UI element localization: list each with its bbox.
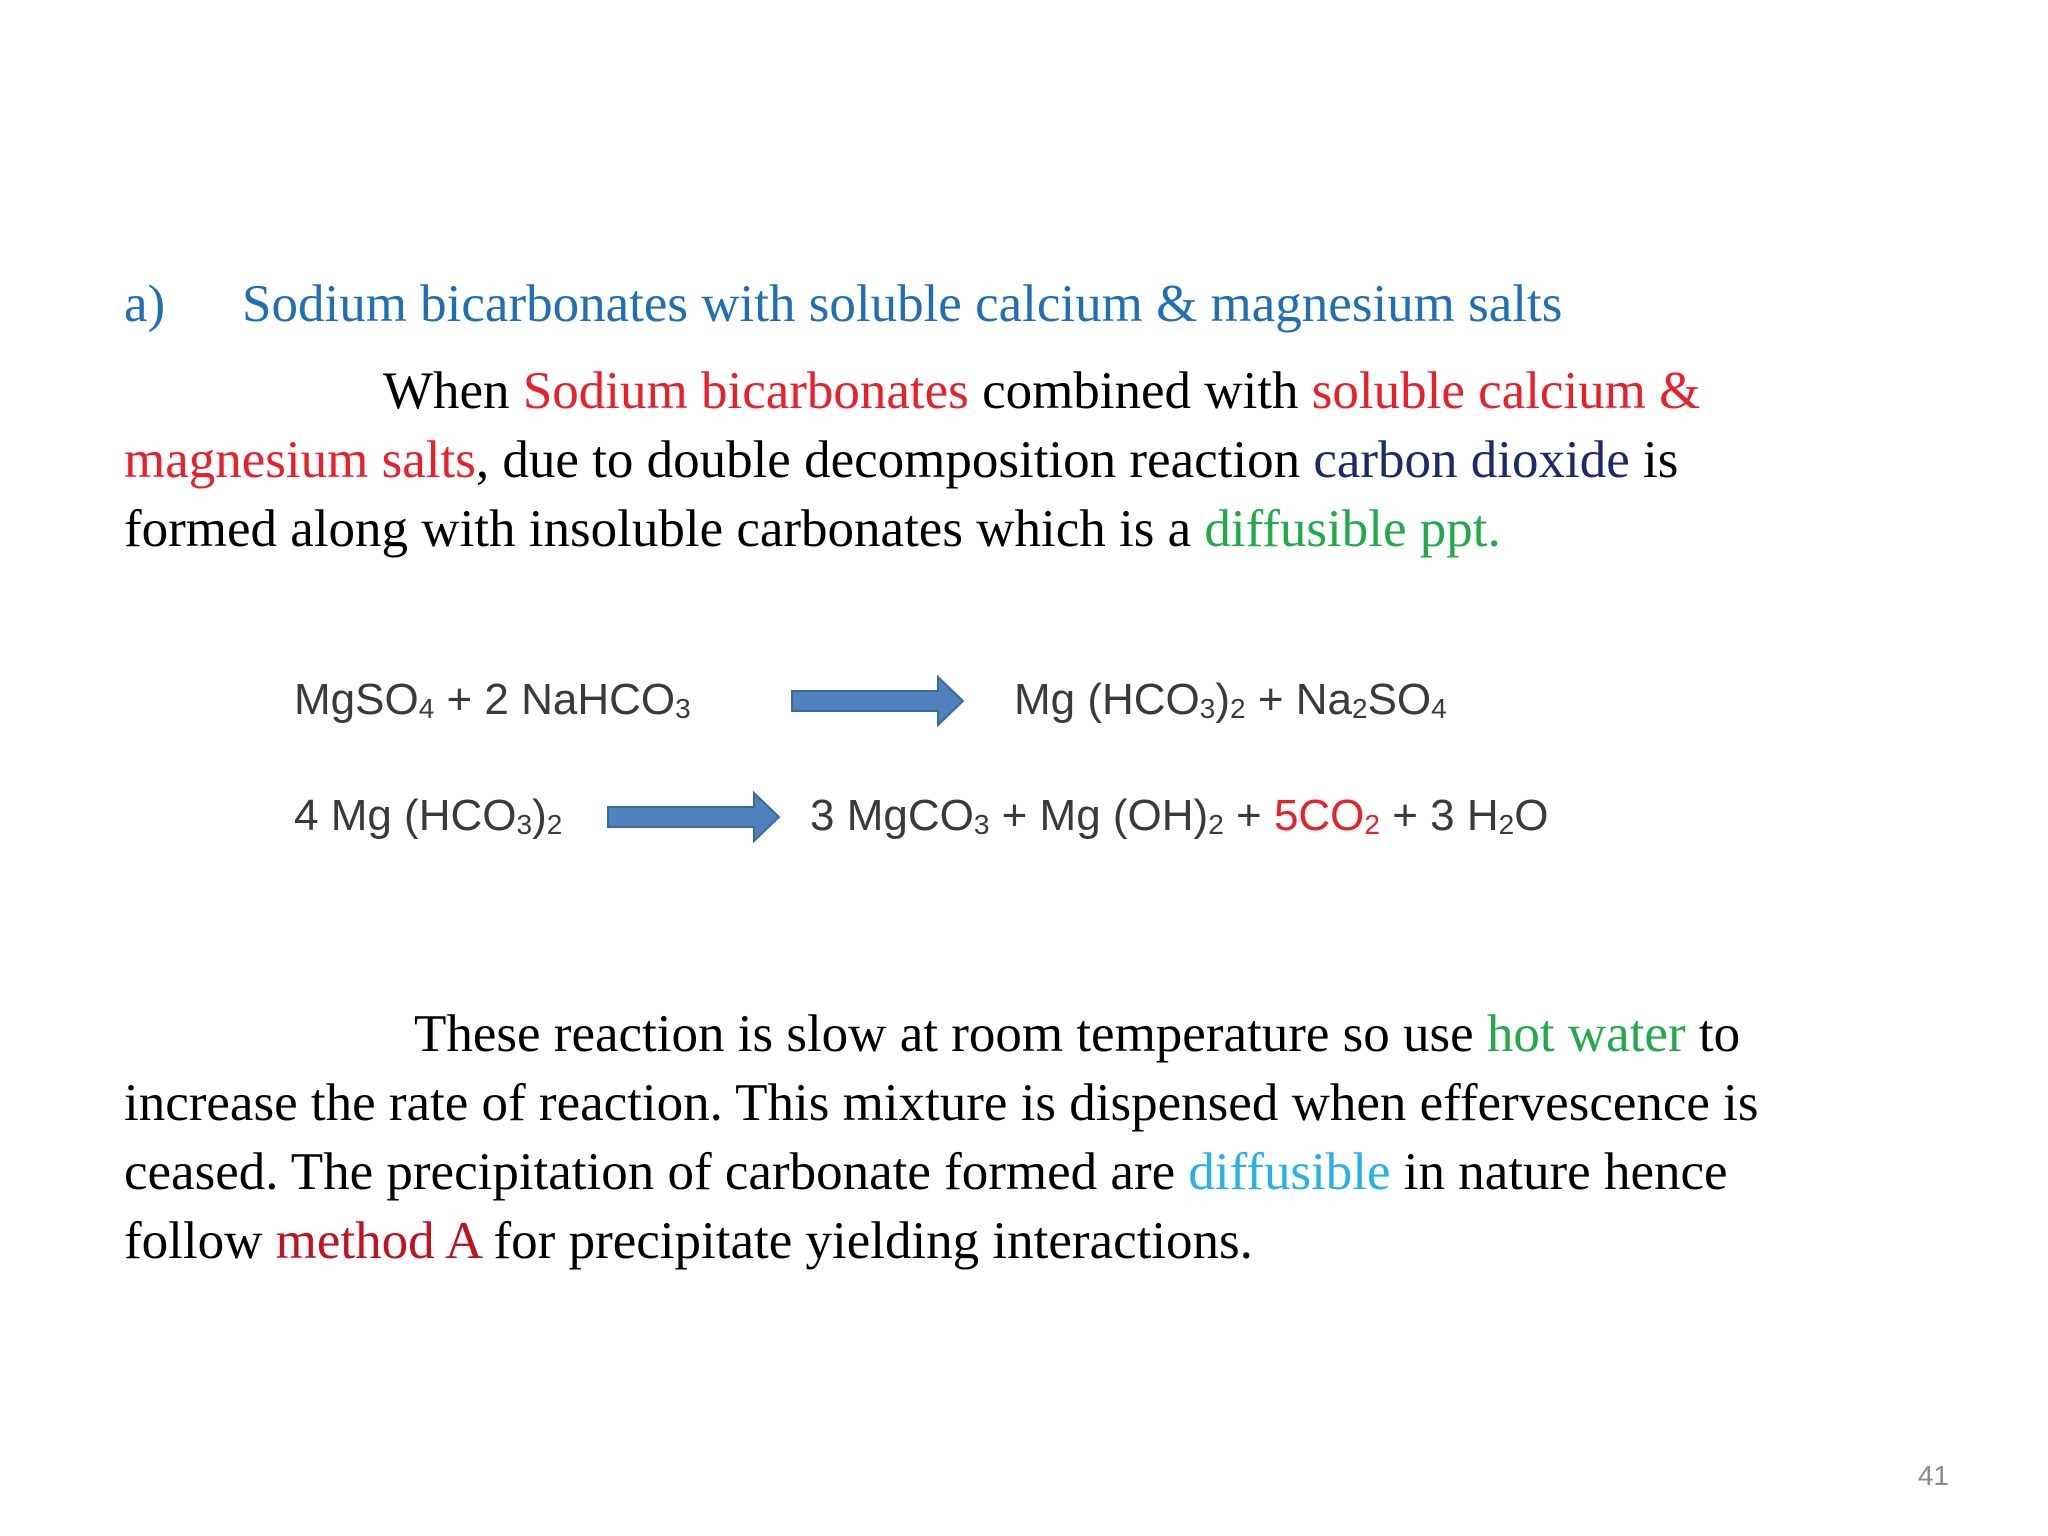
text-run: , due to double decomposition reaction (475, 431, 1314, 489)
equation1-reactants: MgSO$_4$ + 2 NaHCO$_3$ (294, 675, 691, 724)
right-arrow-icon (606, 790, 782, 844)
highlight-soluble-salts: soluble calcium & (1311, 362, 1701, 420)
paragraph-line (124, 1000, 1924, 1069)
text-run: These reaction is slow at room temperature so use (414, 1005, 1487, 1063)
text-run: When (383, 362, 523, 420)
heading-text: Sodium bicarbonates with soluble calcium & magnesium salts (242, 275, 1563, 333)
text-run: is (1629, 431, 1679, 489)
text-run: in nature hence (1390, 1143, 1728, 1201)
highlight-magnesium-salts: magnesium salts (124, 431, 476, 489)
intro-paragraph (124, 357, 1924, 564)
right-arrow-icon (790, 674, 966, 728)
explanation-paragraph (124, 1000, 1924, 1276)
highlight-diffusible-ppt: diffusible ppt. (1204, 500, 1501, 558)
highlight-sodium-bicarbonates: Sodium bicarbonates (522, 362, 969, 420)
page-number: 41 (1917, 1460, 1949, 1491)
paragraph-line (124, 357, 1924, 426)
text-run: follow (124, 1212, 276, 1270)
text-run: to (1685, 1005, 1741, 1063)
equation1-products: Mg $(HCO_3)_2 + Na_2SO_4$ (1014, 675, 1447, 724)
paragraph-line (124, 426, 1924, 495)
highlight-hot-water: hot water (1486, 1005, 1686, 1063)
paragraph-line (124, 495, 1924, 564)
highlight-carbon-dioxide: carbon dioxide (1313, 431, 1630, 489)
highlight-method-a: method A (275, 1212, 481, 1270)
paragraph-line (124, 1138, 1924, 1207)
equation2-products: 3 MgCO$_3$ + Mg $(OH)_2 + 5CO_2 + 3$ $H_2O$ (810, 791, 1549, 840)
text-run: combined with (968, 362, 1312, 420)
text-run: for precipitate yielding interactions. (480, 1212, 1253, 1270)
paragraph-line: increase the rate of reaction. This mixture is dispensed when effervescence is (124, 1074, 1759, 1132)
highlight-diffusible: diffusible (1188, 1143, 1391, 1201)
list-marker: a) (124, 275, 166, 333)
section-heading (124, 270, 1563, 338)
paragraph-line (124, 1207, 1924, 1276)
text-run: formed along with insoluble carbonates which is a (124, 500, 1205, 558)
equation2-reactants: 4 Mg $(HCO_3)_2$ (294, 791, 563, 840)
text-run: ceased. The precipitation of carbonate formed are (124, 1143, 1189, 1201)
highlight-co2: $5CO_2$ (1273, 791, 1380, 840)
